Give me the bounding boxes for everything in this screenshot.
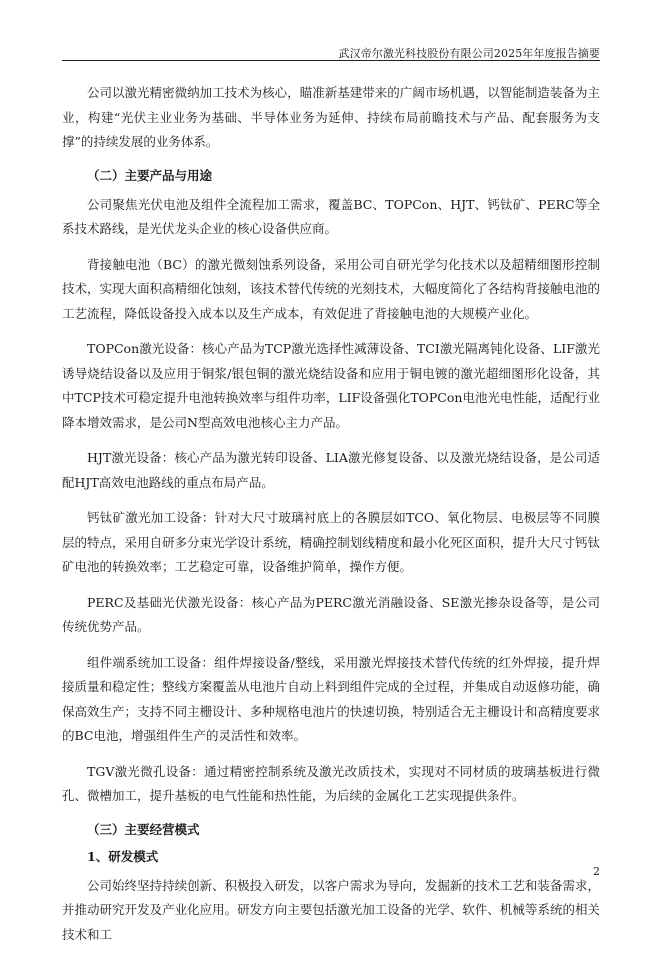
paragraph-perovskite-equipment: 钙钛矿激光加工设备：针对大尺寸玻璃衬底上的各膜层如TCO、氧化物层、电极层等不同膜层的特点，采用自研多分束光学设计系统，精确控制划线精度和最小化死区面积，提升大尺寸钙钛矿电池的转换效率；工艺稳定可靠，设备维护简单，操作方便。 <box>62 510 600 574</box>
section-heading-business-model: （三）主要经营模式 <box>87 821 200 837</box>
paragraph-hjt-equipment: HJT激光设备：核心产品为激光转印设备、LIA激光修复设备、以及激光烧结设备，是公司适配HJT高效电池路线的重点布局产品。 <box>62 450 600 490</box>
header-title: 武汉帝尔激光科技股份有限公司2025年年度报告摘要 <box>338 47 600 60</box>
subsection-heading-rd-model: 1、研发模式 <box>87 848 159 864</box>
page-header <box>62 34 600 61</box>
section-heading-products: （二）主要产品与用途 <box>87 167 213 183</box>
document-body <box>62 81 600 958</box>
paragraph-rd-model: 公司始终坚持持续创新、积极投入研发，以客户需求为导向，发掘新的技术工艺和装备需求，并推动研究开发及产业化应用。研发方向主要包括激光加工设备的光学、软件、机械等系统的相关技术和工 <box>62 877 600 942</box>
paragraph-perc-equipment: PERC及基础光伏激光设备：核心产品为PERC激光消融设备、SE激光掺杂设备等，是公司传统优势产品。 <box>62 594 600 634</box>
page-number: 2 <box>593 865 600 878</box>
paragraph-topcon-equipment: TOPCon激光设备：核心产品为TCP激光选择性减薄设备、TCI激光隔离钝化设备、LIF激光诱导烧结设备以及应用于铜浆/银包铜的激光烧结设备和应用于铜电镀的激光超细图形化设备，其中TCP技术可稳定提升电池转换效率与组件功率，LIF设备强化TOPCon电池光电性能，适配行业降本增效需求，是公司N型高效电池核心主力产品。 <box>62 341 600 430</box>
paragraph-product-focus: 公司聚焦光伏电池及组件全流程加工需求，覆盖BC、TOPCon、HJT、钙钛矿、PERC等全系技术路线，是光伏龙头企业的核心设备供应商。 <box>62 196 600 236</box>
paragraph-module-equipment: 组件端系统加工设备：组件焊接设备/整线，采用激光焊接技术替代传统的红外焊接，提升焊接质量和稳定性；整线方案覆盖从电池片自动上料到组件完成的全过程，并集成自动返修功能，确保高效生产；支持不同主栅设计、多种规格电池片的快速切换，特别适合无主栅设计和高精度要求的BC电池，增强组件生产的灵活性和效率。 <box>62 654 600 743</box>
paragraph-tgv-equipment: TGV激光微孔设备：通过精密控制系统及激光改质技术，实现对不同材质的玻璃基板进行微孔、微槽加工，提升基板的电气性能和热性能，为后续的金属化工艺实现提供条件。 <box>62 763 600 803</box>
paragraph-business-overview: 公司以激光精密微纳加工技术为核心，瞄准新基建带来的广阔市场机遇，以智能制造装备为主业，构建“光伏主业业务为基础、半导体业务为延伸、持续布局前瞻技术与产品、配套服务为支撑”的持续发展的业务体系。 <box>62 85 600 149</box>
paragraph-bc-equipment: 背接触电池（BC）的激光微刻蚀系列设备，采用公司自研光学匀化技术以及超精细图形控制技术，实现大面积高精细化蚀刻，该技术替代传统的光刻技术，大幅度简化了各结构背接触电池的工艺流程，降低设备投入成本以及生产成本，有效促进了背接触电池的大规模产业化。 <box>62 256 600 321</box>
